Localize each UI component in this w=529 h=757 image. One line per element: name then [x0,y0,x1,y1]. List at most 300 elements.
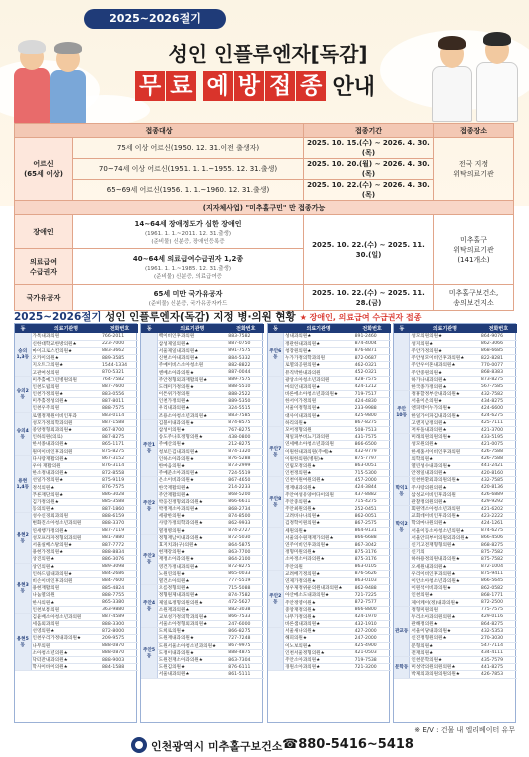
clinic-phone: 874-8500 [227,513,264,520]
clinic-row [15,563,138,570]
clinic-name: 미성약의원의원의원★ [410,664,480,671]
clinic-row [268,347,391,354]
clinic-header-cell: 동 [268,324,284,333]
clinic-name: 주사랑의원의원★ [410,484,480,491]
clinic-name: 하가나내과의원★ [410,376,480,383]
clinic-phone: 457-2000 [354,477,391,484]
subtitle-char: 방 [234,71,264,101]
clinic-row [141,383,264,390]
clinic-row [15,613,138,620]
clinic-phone: 426-7588 [480,455,517,462]
region-cell: 학익2동 [394,506,410,549]
clinic-row [15,664,138,671]
clinic-name: 사랑가정의학과의원★ [157,520,227,527]
clinic-name: 제일로정형의원의원★ [157,599,227,606]
clinic-row [268,448,391,455]
clinic-phone: 891-2460 [354,333,391,340]
clinic-row [268,541,391,548]
clinic-phone: 214-2233 [227,484,264,491]
clinic-phone: 888-0870 [101,649,138,656]
clinic-table [394,324,517,679]
clinic-name: 서울이정형의원★ [284,405,354,412]
clinic-name: 이원석이비과의원★ [410,585,480,592]
clinic-phone: 441-2421 [480,462,517,469]
clinic-phone: 889-7575 [227,376,264,383]
clinic-name: 이안소아청소년과의원★ [410,577,480,584]
clinic-phone: 429-0116 [480,613,517,620]
clinic-row [141,462,264,469]
vet-target: 65세 미만 국가유공자 [153,289,223,298]
subtitle-char: 무 [135,71,165,101]
clinic-row [141,585,264,592]
clinic-row [394,470,517,477]
clinic-phone: 431-7575 [354,434,391,441]
clinic-name: 인천의원★ [410,592,480,599]
elderly-period: 2025. 10. 15.(수) ~ 2026. 4. 30.(목) [304,138,434,159]
clinic-phone: 872-2500 [480,599,517,606]
clinic-phone: 887-8275 [101,434,138,441]
clinic-name: 연세행가정의원★ [31,527,101,534]
clinic-row [141,369,264,376]
region-cell: 숭의4동 [15,412,31,455]
region-cell: 주안2동 [141,477,157,535]
clinic-header-cell: 의료기관명 [284,324,354,333]
clinic-phone: 887-4589 [101,613,138,620]
clinic-phone: 876-6111 [227,664,264,671]
clinic-name: 효지치과(구)의원★ [157,541,227,548]
elderly-target: 65~69세 어르신(1956. 1. 1.~1960. 12. 31.출생) [73,180,304,201]
clinic-row [15,527,138,534]
clinic-name: 서울이동소아청소년의원★ [410,527,480,534]
clinic-name: 인천도립의원 [31,383,101,390]
clinic-phone: 432-1910 [354,621,391,628]
clinic-name: 선일가정의원★ [31,477,101,484]
clinic-phone: 508-7513 [354,426,391,433]
clinic-name: 뮤직박한내과의원 [284,369,354,376]
clinic-row [15,549,138,556]
clinic-name: 백이비인후과의원 [157,333,227,340]
subtitle-tail: 안내 [332,75,375,100]
eligibility-table [14,123,514,311]
clinic-row [15,577,138,584]
aid-cell [73,249,304,285]
clinic-phone: 432-5353 [480,628,517,635]
clinic-row [394,462,517,469]
subtitle-char: 료 [166,71,196,101]
clinic-name: 연제가정의원★ [284,577,354,584]
clinic-phone: 867-8275 [354,419,391,426]
clinic-name: 현재강의원★ [157,549,227,556]
clinic-name: 신기고전재형형의원★ [410,541,480,548]
clinic-phone: 426-7588 [480,448,517,455]
clinic-phone: 889-5350 [227,398,264,405]
clinic-name: 청보든김내과의원★ [157,448,227,455]
region-cell [394,333,410,391]
clinic-phone: 434-4111 [480,649,517,656]
clinic-row [394,498,517,505]
region-cell: 용현2동 [15,513,31,563]
clinic-name: 대사이내과의원★ [284,412,354,419]
clinic-row [268,441,391,448]
clinic-phone: 866-7533 [227,613,264,620]
clinic-row [268,592,391,599]
clinic-row [268,656,391,663]
clinic-name: 연주이비인후과의원★ [284,541,354,548]
clinic-row [15,484,138,491]
clinic-phone: 864-2100 [227,556,264,563]
clinic-row [15,534,138,541]
clinic-phone: 770-0077 [480,362,517,369]
clinic-row [141,577,264,584]
clinic-name: 동의의원★ [31,506,101,513]
clinic-name: 김가정의원★ [31,498,101,505]
clinic-name: 인천문학의원★ [410,656,480,663]
clinic-row [394,556,517,563]
disabled-cell [73,215,304,249]
clinic-row [394,635,517,642]
clinic-name: 학의마나원의원★ [410,520,480,527]
clinic-phone: 891-7575 [227,347,264,354]
clinic-phone: 888-0870 [101,642,138,649]
clinic-phone: 715-4275 [354,498,391,505]
clinic-row [141,664,264,671]
clinic-row [141,398,264,405]
clinic-row [394,534,517,541]
clinic-row [394,541,517,548]
clinic-row [15,585,138,592]
clinic-name: 주안중의원★ [284,498,354,505]
clinic-phone: 884-5332 [227,355,264,362]
clinic-name: 미추홀예그린병원의원 [31,376,101,383]
clinic-row [268,398,391,405]
clinic-phone: 868-1771 [480,592,517,599]
clinic-row [268,664,391,671]
clinic-name: 주안최원의원★ [284,506,354,513]
clinic-phone: 876-7575 [101,484,138,491]
clinic-row [15,556,138,563]
region-cell [268,628,284,671]
clinic-name: 주안성모이비인후과의원★ [410,355,480,362]
clinic-phone: 865-0033 [227,570,264,577]
clinic-row [268,462,391,469]
clinic-name: 닥터잔내과의원★ [31,656,101,663]
clinic-phone: 883-0556 [101,391,138,398]
clinic-row [141,491,264,498]
clinic-phone: 421-3700 [480,426,517,433]
clinic-row [268,355,391,362]
clinic-phone: 887-0750 [227,340,264,347]
clinic-name: 열정병의원★ [157,527,227,534]
clinic-row [141,549,264,556]
clinic-row [394,649,517,656]
clinic-name: 한국재활의원★ [157,484,227,491]
clinic-name: 열린성수내과의원★ [410,462,480,469]
clinic-phone: 882-8822 [227,362,264,369]
clinic-row [394,412,517,419]
clinic-name: 세원의원★ [284,527,354,534]
clinic-row [394,455,517,462]
clinic-phone: 421-0503 [354,649,391,656]
clinic-name: 의학의원★ [410,455,480,462]
clinic-row [15,347,138,354]
clinic-name: 주안정영이원★ [284,599,354,606]
clinic-row [141,405,264,412]
clinic-row [15,398,138,405]
clinic-row [268,563,391,570]
clinic-phone: 888-6159 [101,513,138,520]
clinic-row [394,549,517,556]
clinic-phone: 888-3300 [101,621,138,628]
clinic-row [394,577,517,584]
region-cell: 주안10동 [394,391,410,434]
clinic-phone: 212-8275 [227,441,264,448]
clinic-row [15,441,138,448]
clinic-name: 도희로의원★ [157,628,227,635]
clinic-row [394,383,517,390]
aid-target: 40~64세 의료급여수급권자 1,2종 [132,254,244,263]
clinic-name: 인천우리가정내과의원★ [31,635,101,642]
clinic-name: 나눔열의원 [31,592,101,599]
clinic-row [141,391,264,398]
th-place: 접종장소 [434,124,514,138]
elderly-couple-illustration [10,30,90,125]
clinic-name: 주예산의원★ [157,441,227,448]
th-target: 접종대상 [15,124,304,138]
clinic-row [15,462,138,469]
clinic-phone: 866-4506 [480,534,517,541]
vet-place: 미추홀구보건소, 송의보건지소 [434,285,514,311]
clinic-phone: 872-8275 [227,563,264,570]
clinic-row [268,556,391,563]
clinic-name: 미래의원의원의원★ [410,434,480,441]
clinic-row [15,448,138,455]
clinic-phone: 862-9933 [227,520,264,527]
clinic-row [141,506,264,513]
clinic-phone: 866-5645 [480,577,517,584]
clinic-phone: 432-9779 [354,448,391,455]
clinic-name: 두리소아과의원의원★ [410,613,480,620]
clinic-name: 서울소아정형외과의원★ [157,621,227,628]
clinic-name: 송도주나호정형의원★ [157,434,227,441]
clinic-phone: 873-2999 [227,462,264,469]
clinic-phone: 865-3380 [101,599,138,606]
clinic-name: 박웅진정형외과의원★ [157,498,227,505]
clinic-row [394,419,517,426]
clinic-name: 이노보의원★ [284,642,354,649]
clinic-phone: 875-7582 [480,549,517,556]
clinic-name: 정형원제내과의원★ [157,592,227,599]
clinic-phone: 462-0321 [354,362,391,369]
clinic-name: 변화진소아청소년과의원 [31,520,101,527]
clinic-phone: 887-7600 [101,383,138,390]
clinic-row [141,570,264,577]
clinic-name: 관해정의원★ [410,621,480,628]
local-period: 2025. 10. 22.(수) ~ 2025. 11. 30.(일) [304,215,434,285]
footnote: ※ E/V : 건물 내 엘리베이터 유무 [414,726,515,734]
clinic-name: 제이케이(정)내과의원★ [410,599,480,606]
clinic-row [394,563,517,570]
clinic-row [141,628,264,635]
clinic-name: 한소정내과의원★ [31,470,101,477]
clinic-row [268,577,391,584]
clinic-name: 도원전재소아과의원★ [157,656,227,663]
clinic-name: 인하의원(의료) [31,434,101,441]
clinic-row [15,491,138,498]
clinic-name: 신기의 [410,549,480,556]
clinic-phone: 766-2011 [101,333,138,340]
clinic-name: 한서이가정의원 [284,398,354,405]
clinic-phone: 777-5519 [227,577,264,584]
clinic-name: 주예이비스소아청소원 [157,362,227,369]
clinic-name: 성모의원의원★ [410,333,480,340]
clinic-row [15,391,138,398]
clinic-phone: 866-6688 [354,534,391,541]
subtitle-char: 접 [265,71,295,101]
clinic-name: 푸른재단의원★ [31,491,101,498]
clinic-name: 이원한의원(병원)★ [284,455,354,462]
region-cell: 주안3동 [141,534,157,584]
clinic-header-cell: 동 [15,324,31,333]
clinic-name: 박제의과의원의원의원★ [410,671,480,678]
clinic-phone: 875-8275 [101,448,138,455]
clinic-row [394,391,517,398]
clinic-phone: 874-2727 [227,527,264,534]
footer-org: 인천광역시 미추홀구보건소 [151,740,283,753]
clinic-name: 인하드림내과의원★ [31,570,101,577]
clinic-name: 관찰정의원의원★ [410,498,480,505]
clinic-phone: 862-9488 [354,585,391,592]
clinic-name: 이튼위가정의원 [157,391,227,398]
elderly-label: 어르신 (65세 이상) [15,138,73,201]
clinic-name: 용현가정의원★ [31,549,101,556]
year-badge: 2025~2026절기 [84,9,226,29]
clinic-row [268,376,391,383]
clinic-row [394,506,517,513]
clinic-phone: 863-0105 [354,563,391,570]
clinic-phone: 883-7582 [227,333,264,340]
region-cell: 주안8동 [268,477,284,527]
clinic-row [268,477,391,484]
clinic-row [268,484,391,491]
clinic-phone: 775-7575 [480,606,517,613]
clinic-row [141,649,264,656]
region-cell: 주안5동 [141,628,157,678]
clinic-row [15,340,138,347]
clinic-row [268,520,391,527]
clinic-row [268,369,391,376]
clinic-name: 삼성제일의원★ [157,340,227,347]
clinic-name: 신진정형원의원★ [410,635,480,642]
clinic-name: 하리의원★ [284,419,354,426]
elderly-place: 전국 지정 위탁의료기관 [434,138,514,201]
clinic-row [268,434,391,441]
clinic-name: 모어정형의원 [284,426,354,433]
clinic-name: 성모원의원★ [410,441,480,448]
clinic-header-cell: 전화번호 [480,324,517,333]
clinic-phone: 223-7000 [101,340,138,347]
clinic-row [141,527,264,534]
clinic-phone: 872-0687 [354,355,391,362]
clinic-phone: 1544-1334 [101,362,138,369]
clinic-column [393,323,516,723]
clinic-name: 정형미원의원★ [284,549,354,556]
clinic-row [141,642,264,649]
clinic-name: 교려베기정의원★ [284,570,354,577]
clinic-phone: 233-9988 [354,405,391,412]
clinic-row [15,434,138,441]
clinic-phone: 764-7582 [101,376,138,383]
clinic-phone: 866-8800 [354,606,391,613]
clinic-name: 인천정의원★ [284,470,354,477]
clinic-name: 지오트그의원★ [31,362,101,369]
clinic-name: 엔피텍이누가의원★ [410,405,480,412]
clinic-name: 가톡내과의원 [31,333,101,340]
clinic-phone: 866-6611 [227,498,264,505]
clinic-phone: 884-2686 [101,570,138,577]
clinic-row [141,340,264,347]
clinic-name: 엔베소아과의원★ [157,369,227,376]
clinic-phone: 868-8383 [480,369,517,376]
clinic-name: 해피의원★ [284,635,354,642]
region-cell [268,376,284,426]
elderly-period: 2025. 10. 22.(수) ~ 2026. 4. 30.(목) [304,180,434,201]
clinic-row [268,491,391,498]
clinic-phone: 865-1171 [101,441,138,448]
clinic-row [268,498,391,505]
clinic-name: 주안여성유양어다이의원 [284,491,354,498]
clinic-name: 바른에소아청소년과의원★ [284,391,354,398]
clinic-name: 세광한의원★ [157,513,227,520]
clinic-phone: 724-5519 [227,470,264,477]
clinic-row [15,606,138,613]
clinic-phone: 886-3028 [101,491,138,498]
clinic-name: 한사의원★ [31,599,101,606]
clinic-phone: 719-7538 [354,656,391,663]
clinic-phone: 868-6685 [480,347,517,354]
clinic-row [141,347,264,354]
clinic-row [141,441,264,448]
clinic-phone: 427-2000 [354,628,391,635]
clinic-name: 교회데이비인후과의원★ [410,513,480,520]
clinic-phone: 426-6889 [480,491,517,498]
clinic-name: 저루돌내과의원★ [410,426,480,433]
clinic-phone: 875-7582 [480,556,517,563]
clinic-name: 김정학이원의원★ [284,520,354,527]
clinic-phone: 875-3176 [354,556,391,563]
clinic-row [394,477,517,484]
clinic-row [15,383,138,390]
clinic-row [141,426,264,433]
clinic-row [141,419,264,426]
clinic-row [268,606,391,613]
clinic-row [268,628,391,635]
clinic-name: 성우제정위운의원내과의원★ [284,585,354,592]
clinic-name: 소아청소년의원★ [31,649,101,656]
clinic-row [394,599,517,606]
region-cell: 용현5동 [15,613,31,671]
clinic-name: 인립모정의원★ [284,462,354,469]
region-cell [394,549,410,607]
clinic-phone: 888-8834 [101,549,138,556]
clinic-phone: 425-9800 [354,412,391,419]
clinic-name: 신한대학교한방의원★ [31,340,101,347]
clinic-table [141,324,264,679]
disabled-label: 장애인 [15,215,73,249]
clinic-name: 서울제일내과의원★ [157,347,227,354]
clinic-phone: 420-8160 [480,470,517,477]
clinic-header-cell: 전화번호 [227,324,264,333]
subtitle-char: 종 [296,71,326,101]
